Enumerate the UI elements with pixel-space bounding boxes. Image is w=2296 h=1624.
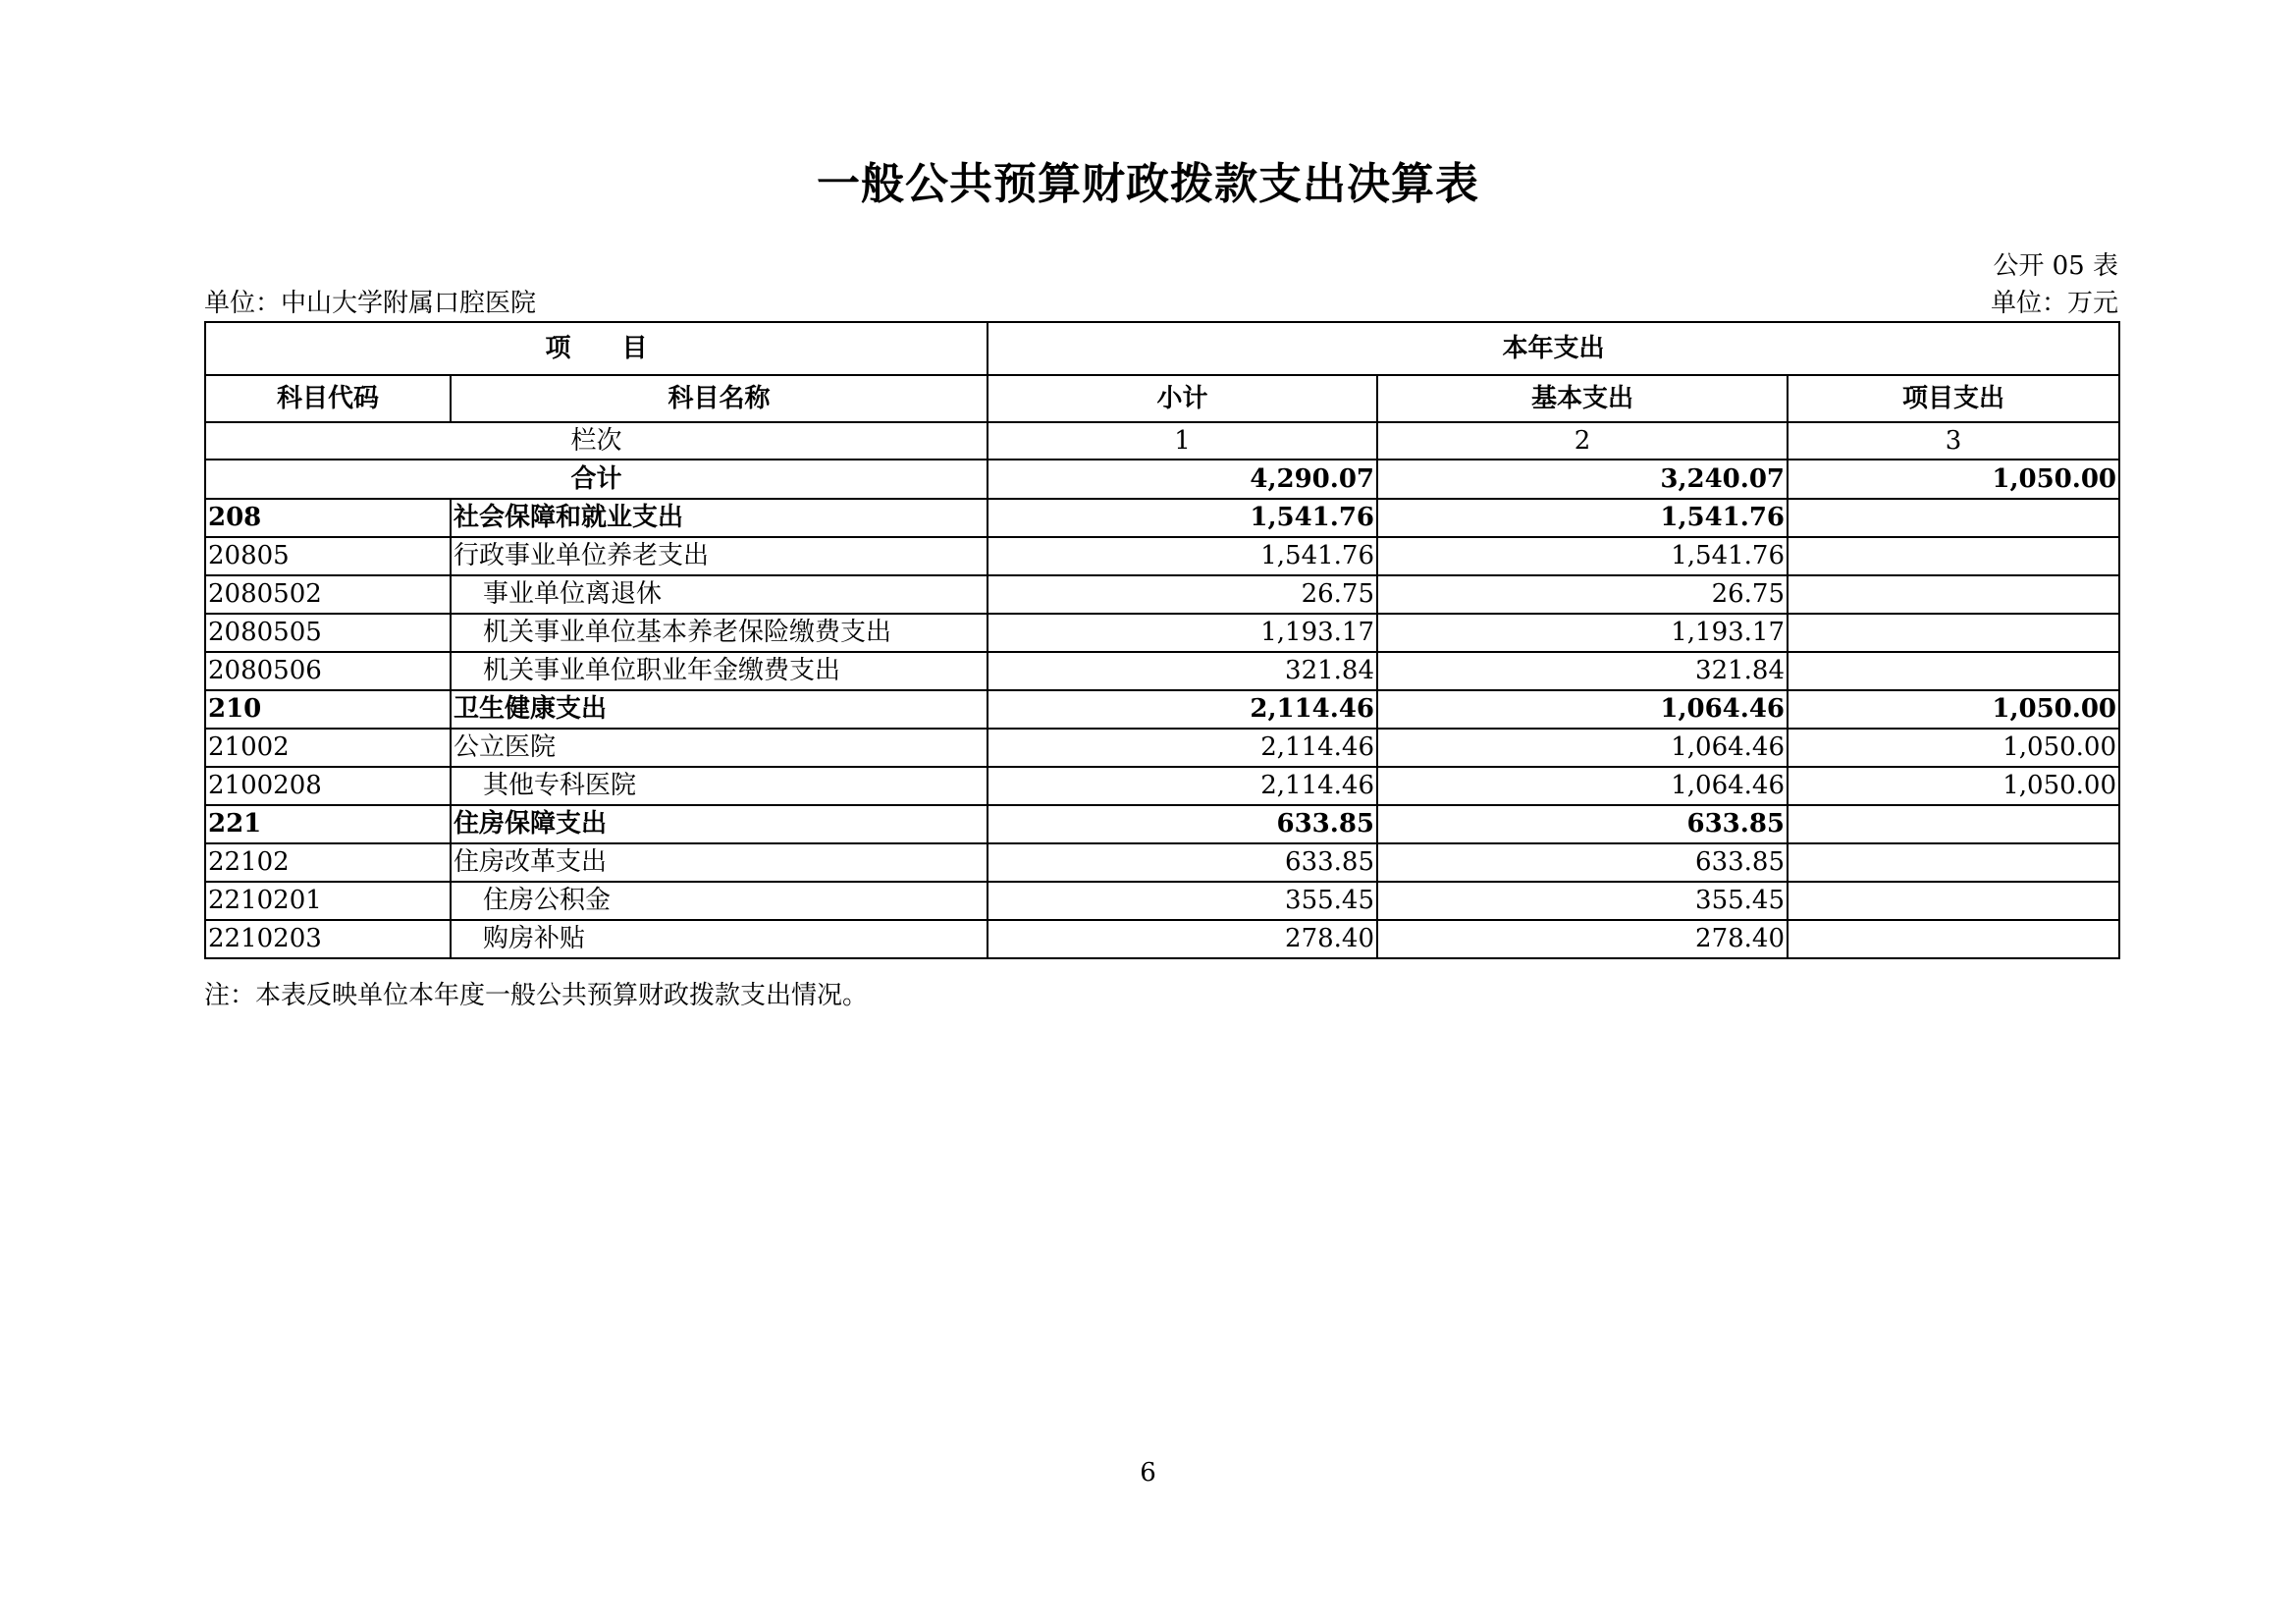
column-order-label: 栏次 [205, 422, 988, 460]
currency-unit: 单位：万元 [1990, 289, 2118, 318]
header-row-2 [205, 375, 2119, 422]
row-name: 机关事业单位基本养老保险缴费支出 [451, 614, 988, 652]
header-subtotal: 小计 [988, 375, 1377, 422]
header-basic: 基本支出 [1377, 375, 1788, 422]
row-name: 机关事业单位职业年金缴费支出 [451, 652, 988, 690]
row-name: 住房保障支出 [451, 805, 988, 843]
total-label: 合计 [205, 460, 988, 499]
table-row [205, 537, 2119, 575]
row-code: 22102 [205, 843, 451, 882]
row-project [1788, 537, 2119, 575]
column-order-row [205, 422, 2119, 460]
table-row [205, 690, 2119, 729]
row-code: 20805 [205, 537, 451, 575]
table-row [205, 920, 2119, 958]
row-project [1788, 843, 2119, 882]
header-project: 项目支出 [1788, 375, 2119, 422]
row-basic: 1,541.76 [1377, 537, 1788, 575]
row-project [1788, 882, 2119, 920]
row-project [1788, 920, 2119, 958]
table-row [205, 882, 2119, 920]
row-basic: 633.85 [1377, 843, 1788, 882]
page-title: 一般公共预算财政拨款支出决算表 [817, 159, 1479, 209]
row-code: 2080505 [205, 614, 451, 652]
header-item: 项 目 [205, 322, 988, 375]
total-row [205, 460, 2119, 499]
table-row [205, 729, 2119, 767]
expenditure-table [204, 321, 2120, 959]
column-order-2: 2 [1377, 422, 1788, 460]
row-code: 2210201 [205, 882, 451, 920]
table-row [205, 652, 2119, 690]
header-code: 科目代码 [205, 375, 451, 422]
row-subtotal: 321.84 [988, 652, 1377, 690]
row-basic: 1,193.17 [1377, 614, 1788, 652]
table-row [205, 805, 2119, 843]
row-project [1788, 499, 2119, 537]
page-number: 6 [1140, 1458, 1156, 1488]
row-code: 2210203 [205, 920, 451, 958]
row-subtotal: 2,114.46 [988, 729, 1377, 767]
row-project [1788, 652, 2119, 690]
row-name: 其他专科医院 [451, 767, 988, 805]
row-code: 2080502 [205, 575, 451, 614]
form-number: 公开 05 表 [1993, 251, 2118, 281]
row-basic: 278.40 [1377, 920, 1788, 958]
row-code: 21002 [205, 729, 451, 767]
row-project [1788, 805, 2119, 843]
row-basic: 1,064.46 [1377, 690, 1788, 729]
row-project: 1,050.00 [1788, 767, 2119, 805]
row-name: 住房改革支出 [451, 843, 988, 882]
row-subtotal: 278.40 [988, 920, 1377, 958]
row-basic: 26.75 [1377, 575, 1788, 614]
table-row [205, 843, 2119, 882]
column-order-1: 1 [988, 422, 1377, 460]
row-project [1788, 614, 2119, 652]
table-note: 注：本表反映单位本年度一般公共预算财政拨款支出情况。 [204, 981, 869, 1010]
row-subtotal: 2,114.46 [988, 690, 1377, 729]
reporting-unit: 单位：中山大学附属口腔医院 [204, 289, 537, 318]
row-subtotal: 26.75 [988, 575, 1377, 614]
row-basic: 633.85 [1377, 805, 1788, 843]
row-basic: 355.45 [1377, 882, 1788, 920]
row-name: 购房补贴 [451, 920, 988, 958]
row-basic: 1,064.46 [1377, 729, 1788, 767]
row-name: 公立医院 [451, 729, 988, 767]
row-subtotal: 1,193.17 [988, 614, 1377, 652]
row-code: 2100208 [205, 767, 451, 805]
row-name: 事业单位离退休 [451, 575, 988, 614]
table-row [205, 614, 2119, 652]
total-project: 1,050.00 [1788, 460, 2119, 499]
row-subtotal: 633.85 [988, 843, 1377, 882]
row-project [1788, 575, 2119, 614]
header-row-1 [205, 322, 2119, 375]
table-row [205, 767, 2119, 805]
column-order-3: 3 [1788, 422, 2119, 460]
row-subtotal: 355.45 [988, 882, 1377, 920]
row-name: 卫生健康支出 [451, 690, 988, 729]
row-subtotal: 1,541.76 [988, 499, 1377, 537]
row-code: 2080506 [205, 652, 451, 690]
header-name: 科目名称 [451, 375, 988, 422]
row-subtotal: 2,114.46 [988, 767, 1377, 805]
table-row [205, 499, 2119, 537]
row-project: 1,050.00 [1788, 690, 2119, 729]
header-current-year: 本年支出 [988, 322, 2119, 375]
row-subtotal: 1,541.76 [988, 537, 1377, 575]
row-name: 住房公积金 [451, 882, 988, 920]
row-code: 221 [205, 805, 451, 843]
row-basic: 1,541.76 [1377, 499, 1788, 537]
row-basic: 1,064.46 [1377, 767, 1788, 805]
row-subtotal: 633.85 [988, 805, 1377, 843]
row-code: 208 [205, 499, 451, 537]
total-subtotal: 4,290.07 [988, 460, 1377, 499]
row-project: 1,050.00 [1788, 729, 2119, 767]
total-basic: 3,240.07 [1377, 460, 1788, 499]
row-basic: 321.84 [1377, 652, 1788, 690]
row-name: 行政事业单位养老支出 [451, 537, 988, 575]
row-code: 210 [205, 690, 451, 729]
table-row [205, 575, 2119, 614]
row-name: 社会保障和就业支出 [451, 499, 988, 537]
